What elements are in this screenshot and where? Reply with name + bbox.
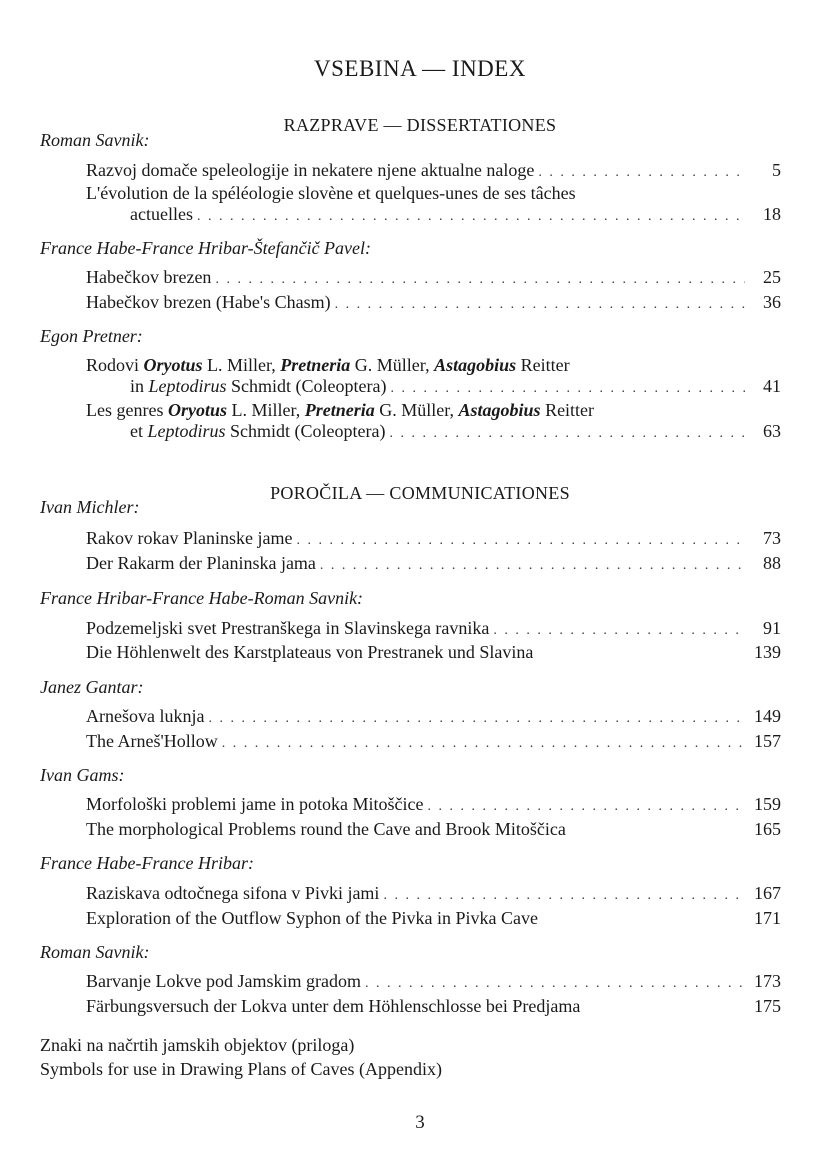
toc-entry [86,553,781,576]
entry-title: Rakov rokav Planinske jame [86,528,293,548]
page-ref: 36 [763,292,781,312]
page-ref: 73 [763,528,781,548]
entry-title: Barvanje Lokve pod Jamskim gradom [86,971,361,991]
author-heading: Roman Savnik: [40,942,150,962]
genus-name: Leptodirus [147,421,226,441]
author-heading: France Hribar-France Habe-Roman Savnik: [40,588,364,608]
author-heading: Roman Savnik: [40,130,150,150]
toc-entry [86,528,781,551]
genus-name: Oryotus [167,400,227,420]
toc-entry [86,400,781,444]
toc-entry [86,731,781,754]
entry-title: Arnešova luknja [86,706,205,726]
toc-entry [86,183,781,227]
entry-title: Die Höhlenwelt des Karstplateaus von Prestranek und Slavina [86,642,534,662]
genus-name: Pretneria [304,400,375,420]
page-ref: 91 [763,618,781,638]
page-title: VSEBINA — INDEX [314,56,526,81]
toc-entry [86,706,781,729]
section-heading-communicationes: POROČILA — COMMUNICATIONES [270,483,570,503]
toc-entry [86,642,781,663]
page-ref: 171 [754,908,781,928]
author-heading: Ivan Michler: [40,497,140,517]
entry-title: The morphological Problems round the Cave and Brook Mitoščica [86,819,566,839]
toc-entry [86,267,781,290]
page-ref: 139 [754,642,781,662]
page-ref: 175 [754,996,781,1016]
entry-title-continued: actuelles [130,204,193,224]
entry-title: Der Rakarm der Planinska jama [86,553,316,573]
page-ref: 88 [763,553,781,573]
page-ref: 157 [754,731,781,751]
page-ref: 18 [763,204,781,224]
entry-title: The Arneš'Hollow [86,731,218,751]
author-heading: Egon Pretner: [40,326,143,346]
author-heading: France Habe-France Hribar-Štefančič Pavel: [40,238,372,258]
toc-entry [86,292,781,315]
entry-title: Morfološki problemi jame in potoka Mitoščice [86,794,424,814]
author-heading: Ivan Gams: [40,765,125,785]
entry-title: Exploration of the Outflow Syphon of the Pivka in Pivka Cave [86,908,538,928]
page-ref: 5 [772,160,781,180]
toc-entry [86,971,781,994]
genus-name: Astagobius [434,355,517,375]
page-ref: 165 [754,819,781,839]
appendix-entry: Symbols for use in Drawing Plans of Caves (Appendix) [40,1059,442,1079]
page-ref: 149 [754,706,781,726]
genus-name: Oryotus [143,355,203,375]
page-ref: 167 [754,883,781,903]
genus-name: Pretneria [280,355,351,375]
page-ref: 63 [763,421,781,441]
entry-title: Les genres Oryotus L. Miller, Pretneria G. Müller, Astagobius Reitter [86,400,595,420]
page-ref: 41 [763,376,781,396]
toc-entry [86,819,781,840]
genus-name: Leptodirus [148,376,227,396]
entry-title-continued: et Leptodirus Schmidt (Coleoptera) [130,421,386,441]
entry-title: Habečkov brezen [86,267,212,287]
author-heading: France Habe-France Hribar: [40,853,254,873]
page-ref: 159 [754,794,781,814]
toc-entry [86,355,781,399]
genus-name: Astagobius [458,400,541,420]
page-number: 3 [415,1112,425,1133]
section-heading-dissertationes: RAZPRAVE — DISSERTATIONES [283,115,557,135]
toc-entry [86,883,781,906]
appendix-entry: Znaki na načrtih jamskih objektov (priloga) [40,1035,355,1055]
entry-title: Rodovi Oryotus L. Miller, Pretneria G. Müller, Astagobius Reitter [86,355,570,375]
toc-entry [86,794,781,817]
author-heading: Janez Gantar: [40,677,144,697]
entry-title: Podzemeljski svet Prestranškega in Slavinskega ravnika [86,618,490,638]
entry-title: Habečkov brezen (Habe's Chasm) [86,292,331,312]
toc-entry [86,908,781,929]
entry-title: Raziskava odtočnega sifona v Pivki jami [86,883,380,903]
entry-title-continued: in Leptodirus Schmidt (Coleoptera) [130,376,387,396]
entry-title: L'évolution de la spéléologie slovène et quelques-unes de ses tâches [86,183,576,203]
entry-title: Razvoj domače speleologije in nekatere njene aktualne naloge [86,160,535,180]
page-ref: 173 [754,971,781,991]
page-ref: 25 [763,267,781,287]
entry-title: Färbungsversuch der Lokva unter dem Höhlenschlosse bei Predjama [86,996,581,1016]
toc-entry [86,618,781,641]
toc-entry [86,996,781,1017]
toc-entry [86,160,781,183]
